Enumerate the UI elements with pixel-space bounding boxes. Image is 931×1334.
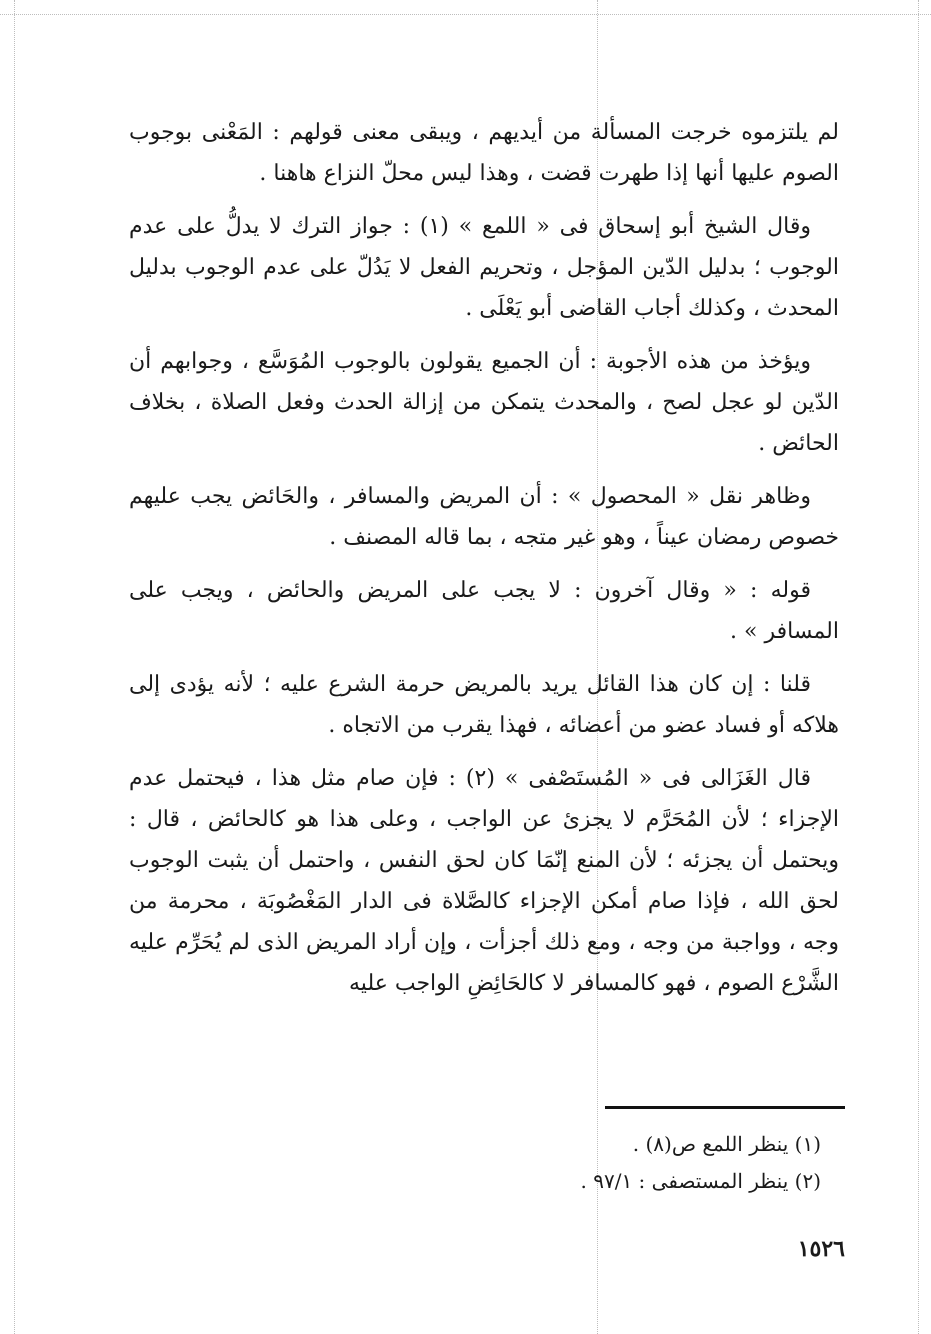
paragraph-5: قوله : « وقال آخرون : لا يجب على المريض والحائض ، ويجب على المسافر » . — [129, 578, 839, 644]
paragraph-6: قلنا : إن كان هذا القائل يريد بالمريض حرمة الشرع عليه ؛ لأنه يؤدى إلى هلاكه أو فساد عضو من أعضائه ، فهذا يقرب من الاتجاه . — [129, 672, 839, 738]
paragraph-7: قال الغَزَالى فى « المُستَصْفى » (٢) : فإن صام مثل هذا ، فيحتمل عدم الإجزاء ؛ لأن المُحَرَّم لا يجزئ عن الواجب ، وعلى هذا هو كالحائض ، قال : ويحتمل أن يجزئه ؛ لأن المنع إنّمَا كان لحق النفس ، واحتمل أن يثبت الوجوب لحق الله ، فإذا صام أمكن الإجزاء كالصَّلاة فى الدار المَغْصُوبَة ، محرمة من وجه ، وواجبة من وجه ، ومع ذلك أجزأت ، وإن أراد المريض الذى لم يُحَرِّم عليه الشَّرْع الصوم ، فهو كالمسافر لا كالحَائِضِ الواجب عليه — [129, 766, 839, 996]
margin-guide-left — [14, 0, 15, 1334]
margin-guide-right — [918, 0, 919, 1334]
footnote-2: (٢) ينظر المستصفى : ٩٧/١ . — [580, 1169, 821, 1193]
footnote-separator — [605, 1106, 845, 1109]
paragraph-1: لم يلتزموه خرجت المسألة من أيديهم ، ويبقى معنى قولهم : المَعْنى بوجوب الصوم عليها أنها إذا طهرت قضت ، وهذا ليس محلّ النزاع هاهنا . — [129, 120, 839, 186]
footnote-1: (١) ينظر اللمع ص(٨) . — [632, 1132, 821, 1156]
main-text — [129, 112, 839, 1016]
margin-guide-top — [0, 14, 931, 15]
paragraph-4: وظاهر نقل « المحصول » : أن المريض والمسافر ، والحَائض يجب عليهم خصوص رمضان عيناً ، وهو غير متجه ، بما قاله المصنف . — [129, 484, 839, 550]
paragraph-2: وقال الشيخ أبو إسحاق فى « اللمع » (١) : جواز الترك لا يدلُّ على عدم الوجوب ؛ بدليل الدّين المؤجل ، وتحريم الفعل لا يَدُلّ على عدم الوجوب بدليل المحدث ، وكذلك أجاب القاضى أبو يَعْلَى . — [129, 214, 839, 321]
page-number: ١٥٢٦ — [797, 1236, 845, 1262]
paragraph-3: ويؤخذ من هذه الأجوبة : أن الجميع يقولون بالوجوب المُوَسَّع ، وجوابهم أن الدّين لو عجل لصح ، والمحدث يتمكن من إزالة الحدث وفعل الصلاة ، بخلاف الحائض . — [129, 349, 839, 456]
footnotes — [321, 1126, 821, 1200]
